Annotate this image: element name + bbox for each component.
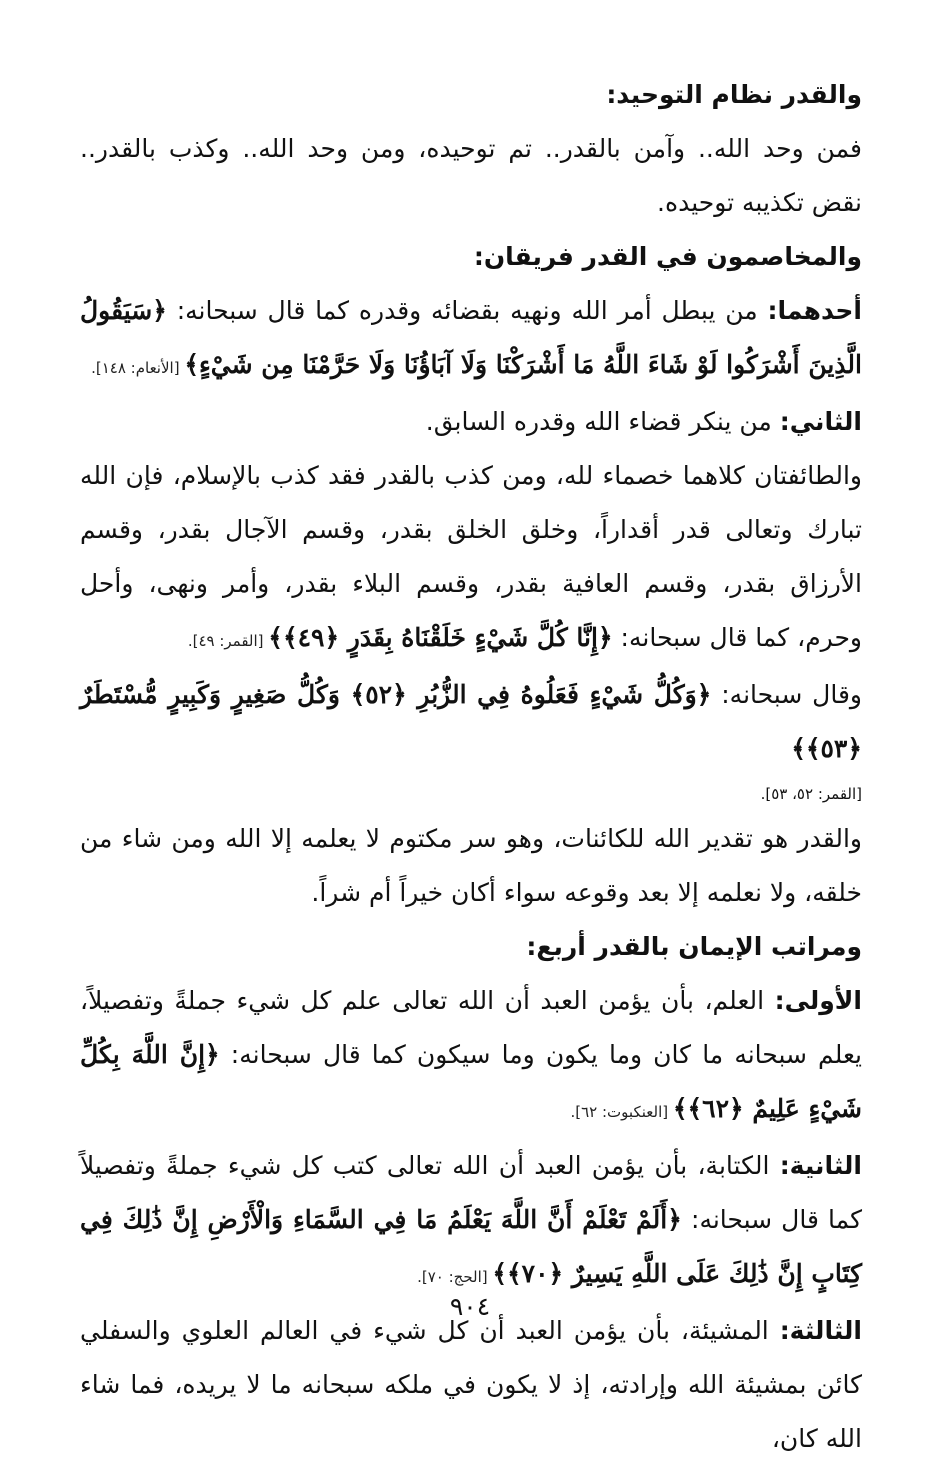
quran-verse: ﴿إِنَّا كُلَّ شَيْءٍ خَلَقْنَاهُ بِقَدَرٍ ﴿٤٩﴾﴾ [268, 623, 613, 652]
paragraph-text: والطائفتان كلاهما خصماء لله، ومن كذب بالقدر فقد كذب بالإسلام، فإن الله تبارك وتعالى قدر أقداراً، وخلق الخلق بقدر، وقسم الآجال بقدر، وقسم الأرزاق بقدر، وقسم العافية بقدر، وقسم البلاء بقدر، وأمر ونهى، وأحل وحرم، كما قال سبحانه: [80, 461, 862, 652]
paragraph-text: وقال سبحانه: [711, 680, 862, 709]
verse-reference: [الأنعام: ١٤٨]. [91, 359, 185, 377]
paragraph [80, 1304, 862, 1466]
paragraph [80, 122, 862, 230]
paragraph-text: العلم، بأن يؤمن العبد أن الله تعالى علم كل شيء جملةً وتفصيلاً، يعلم سبحانه ما كان وما يكون وما سيكون كما قال سبحانه: [80, 986, 862, 1069]
verse-reference: [القمر: ٥٢، ٥٣]. [760, 785, 862, 803]
paragraph-text: من يبطل أمر الله ونهيه بقضائه وقدره كما قال سبحانه: [166, 296, 768, 325]
paragraph-lead: الثالثة: [779, 1316, 862, 1345]
paragraph-text: والقدر هو تقدير الله للكائنات، وهو سر مكتوم لا يعلمه إلا الله ومن شاء من خلقه، ولا نعلمه إلا بعد وقوعه سواء أكان خيراً أم شراً. [80, 824, 862, 907]
verse-reference: [العنكبوت: ٦٢]. [570, 1103, 673, 1121]
paragraph-text: المشيئة، بأن يؤمن العبد أن كل شيء في العالم العلوي والسفلي كائن بمشيئة الله وإرادته، إذ لا يكون في ملكه سبحانه ما لا يريده، فما شاء الله كان، [80, 1316, 862, 1453]
section-heading: والقدر نظام التوحيد: [606, 80, 862, 109]
paragraph [80, 1139, 862, 1304]
paragraph-lead: الثانية: [779, 1151, 862, 1180]
paragraph [80, 284, 862, 395]
paragraph [80, 449, 862, 668]
page-number: ٩٠٤ [449, 1292, 491, 1321]
paragraph-lead: أحدهما: [767, 296, 862, 325]
paragraph-lead: الأولى: [774, 986, 862, 1015]
section-heading: والمخاصمون في القدر فريقان: [473, 242, 862, 271]
text-column [80, 68, 862, 1466]
paragraph-text: من ينكر قضاء الله وقدره السابق. [425, 407, 780, 436]
quran-verse: ﴿سَيَقُولُ الَّذِينَ أَشْرَكُوا لَوْ شَاءَ اللَّهُ مَا أَشْرَكْنَا وَلَا آبَاؤُنَا وَلَا حَرَّمْنَا مِن شَيْءٍ﴾ [80, 296, 862, 379]
paragraph [80, 395, 862, 449]
paragraph-lead: الثاني: [779, 407, 862, 436]
paragraph-text: فمن وحد الله.. وآمن بالقدر.. تم توحيده، ومن وحد الله.. وكذب بالقدر.. نقض تكذيبه توحيده. [80, 134, 862, 217]
paragraph [80, 668, 862, 776]
quran-verse: ﴿وَكُلُّ شَيْءٍ فَعَلُوهُ فِي الزُّبُرِ ﴿٥٢﴾ وَكُلُّ صَغِيرٍ وَكَبِيرٍ مُّسْتَطَرٌ ﴿٥٣﴾﴾ [80, 680, 862, 763]
paragraph [80, 812, 862, 920]
quran-verse: ﴿إِنَّ اللَّهَ بِكُلِّ شَيْءٍ عَلِيمٌ ﴿٦٢﴾﴾ [80, 1040, 862, 1123]
verse-reference: [الحج: ٧٠]. [417, 1268, 493, 1286]
paragraph-text: الكتابة، بأن يؤمن العبد أن الله تعالى كتب كل شيء جملةً وتفصيلاً كما قال سبحانه: [80, 1151, 863, 1234]
section-heading: ومراتب الإيمان بالقدر أربع: [526, 932, 862, 961]
paragraph [80, 974, 862, 1139]
verse-reference: [القمر: ٤٩]. [187, 632, 269, 650]
quran-verse: ﴿أَلَمْ تَعْلَمْ أَنَّ اللَّهَ يَعْلَمُ مَا فِي السَّمَاءِ وَالْأَرْضِ إِنَّ ذَٰلِكَ فِي كِتَابٍ إِنَّ ذَٰلِكَ عَلَى اللَّهِ يَسِيرٌ ﴿٧٠﴾﴾ [80, 1205, 862, 1288]
